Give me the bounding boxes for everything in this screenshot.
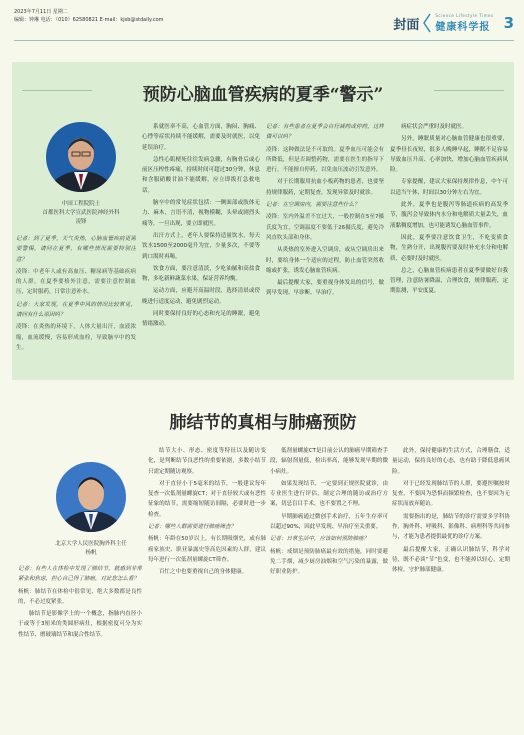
article-2 <box>12 384 514 732</box>
brand <box>435 13 493 33</box>
article-paragraph: 因此，夏季要注意饮食卫生，不吃变质食物，生熟分开，出现腹泻要及时补充水分和电解质，必要时及时就医。 <box>390 234 508 262</box>
article-paragraph: 总之，心脑血管疾病患者在夏季要做好自我管理，注意防暑降温，合理饮食，规律服药，定期监测，平安度夏。 <box>390 267 508 295</box>
article-1-title: 预防心脑血管疾病的夏季“警示” <box>142 85 384 105</box>
article-1-column-2 <box>142 122 260 374</box>
article-paragraph: 凌锋：这种做法是不可取的。夏季血压可能会有所降低，但是否调整药物，需要在医生的指导下进行，不能擅自停药，以免血压波动引发意外。 <box>266 146 384 174</box>
brand-english: Science Lifestyle Times <box>435 13 494 18</box>
caption-line: 首都医科大学宣武医院神经外科 <box>42 210 120 216</box>
article-paragraph: 出汗方式上，老年人要保持适量饮水，每天饮水1500至2000毫升为宜，少量多次，不要等到口渴时再喝。 <box>142 232 260 260</box>
article-2-column-1 <box>18 564 142 724</box>
page-header <box>0 0 524 46</box>
article-1-column-4 <box>390 122 508 374</box>
article-paragraph: 百忙之中也要重视自己的身体健康。 <box>159 569 248 576</box>
issue-date: 2023年7月11日 星期二 <box>14 9 68 15</box>
article-paragraph: 需要指出的是，肺结节的诊疗需要多学科协作，胸外科、呼吸科、影像科、病理科等共同参与，才能为患者提供最优的诊疗方案。 <box>392 513 510 541</box>
article-1-column-1 <box>16 234 136 374</box>
article-paragraph: 早期肺癌通过微创手术治疗，五年生存率可以超过90%，因此早发现、早治疗至关重要。 <box>270 513 388 531</box>
article-paragraph: 杨帆：年龄在50岁以上，有长期吸烟史，或有肺癌家族史、职业暴露史等高危因素的人群，建议每年进行一次低剂量螺旋CT筛查。 <box>148 536 266 563</box>
header-divider <box>14 40 514 41</box>
article-2-column-3 <box>270 446 388 724</box>
interview-question: 记者：在空调房内，需要注意些什么？ <box>266 202 360 209</box>
masthead <box>393 12 514 34</box>
caption-line: 杨帆 <box>85 550 97 556</box>
article-paragraph: 另外，睡眠质量对心脑血管健康也很重要，夏季昼长夜短，很多人晚睡早起，睡眠不足容易导致血压升高、心率加快，增加心脑血管疾病风险。 <box>390 136 508 174</box>
article-paragraph: 从炎热的室外进入空调房，或从空调房出来时，要给身体一个适应的过程，防止血管突然收缩或扩张，诱发心脑血管疾病。 <box>266 247 384 274</box>
portrait-photo-2 <box>56 462 126 532</box>
page-number: 3 <box>503 14 514 32</box>
interview-question: 记者：有些人在体检中发现了肺结节，就感到非常紧张和焦虑，担心自己得了肺癌，对此您怎么看？ <box>18 566 142 583</box>
interview-question: 记者：大家发现，在夏季中风的情况比较常见，请问有什么原因吗？ <box>16 301 136 319</box>
article-paragraph: 对于直径小于5毫米的结节，一般建议每年复查一次低剂量螺旋CT；对于直径较大或有恶性征象的结节，需要缩短随访间隔，必要时进一步检查。 <box>148 480 266 518</box>
caption-line: 北京大学人民医院胸外科主任 <box>55 541 127 547</box>
article-paragraph: 脑卒中的常见症状包括：一侧面部或肢体无力、麻木，言语不清，视物模糊，头晕或剧烈头痛等，一旦出现，要立即就医。 <box>142 200 260 227</box>
article-paragraph: 系就医率不高，心血管方面，胸闷、胸痛、心悸等症状持续不能缓解，需要及时就医，以免延误治疗。 <box>142 124 260 151</box>
portrait-caption-1 <box>22 200 140 227</box>
article-1 <box>12 62 514 380</box>
portrait-caption-2 <box>22 540 160 558</box>
brand-logo: 健康科学报 <box>435 22 491 33</box>
portrait-photo-1 <box>46 122 116 192</box>
article-paragraph: 凌锋：中老年人或有高血压、糖尿病等基础疾病的人群，在夏季要格外注意，需要注意控制血压，定时服药，日常注意补水。 <box>16 268 136 296</box>
editor-contact: 编辑：钟琳 电话：（010）62580821 E-mail：kjsb@stdaily.com <box>14 17 164 23</box>
article-paragraph: 运动方面，应避开高温时段，选择清晨或傍晚进行适度运动，避免剧烈运动。 <box>142 288 260 305</box>
article-paragraph: 此外，保持健康的生活方式，合理膳食，适量运动，保持良好的心态，也有助于降低患癌风险。 <box>392 448 510 475</box>
article-paragraph: 对于长期服用抗血小板药物的患者，也要坚持规律服药，定期复查，发现异常及时就诊。 <box>266 179 384 196</box>
interview-question: 记者：有些患者在夏季会自行减药或停药，这样做可以吗？ <box>266 124 384 141</box>
article-paragraph: 此外，夏季也是腹泻等肠道疾病的高发季节，腹泻会导致体内水分和电解质大量丢失，血液黏稠度增加，也可能诱发心脑血管事件。 <box>390 202 508 229</box>
article-2-column-2 <box>148 446 266 724</box>
article-paragraph: 结节大小、形态、密度等特征以及随访变化，是判断结节良恶性的重要依据，多数小结节只需定期随访观察。 <box>148 448 266 475</box>
article-paragraph: 最后提醒大家，要重视身体发出的信号，做到早发现、早诊断、早治疗。 <box>266 280 384 297</box>
article-paragraph: 病症状会严重时及时就医。 <box>401 124 468 130</box>
interview-question: 记者：哪些人群需要进行肺癌筛查？ <box>148 524 237 531</box>
article-1-column-3 <box>266 122 384 374</box>
interview-question: 记者：到了夏季，天气炎热，心脑血管疾病更需要警惕，请问在夏季，有哪些情况需要特别注意？ <box>16 236 136 263</box>
section-label: 封面 <box>393 17 420 33</box>
article-paragraph: 同时要保持良好的心态和充足的睡眠，避免情绪激动。 <box>142 311 260 328</box>
interview-question: 记者：日常生活中，应该如何预防肺癌？ <box>270 536 370 543</box>
article-2-column-4 <box>392 446 510 724</box>
article-paragraph: 专家提醒，建议大家保持规律作息，中午可以适当午休，时间以30分钟左右为宜。 <box>390 179 508 196</box>
article-paragraph: 杨帆：戒烟是预防肺癌最有效的措施，同时要避免二手烟，减少厨房油烟和空气污染的暴露，做好职业防护。 <box>270 548 388 576</box>
article-paragraph: 最后提醒大家，正确认识肺结节，科学对待，既不必谈“节”色变，也不能掉以轻心，定期体检，守护肺部健康。 <box>392 546 510 574</box>
article-paragraph: 肺结节是影像学上的一个概念，指肺内直径小于或等于3厘米的类圆形病灶，根据密度可分为实性结节、磨玻璃结节和混合性结节。 <box>18 611 142 638</box>
article-2-title: 肺结节的真相与肺癌预防 <box>169 413 357 433</box>
article-paragraph: 凌锋：室内外温差不宜过大，一般控制在5至7摄氏度为宜，空调温度不要低于26摄氏度，避免冷风直吹头部和身体。 <box>266 214 384 241</box>
article-paragraph: 杨帆：肺结节在体检中很常见，绝大多数都是良性的，不必过度紧张。 <box>18 588 142 605</box>
article-paragraph: 饮食方面，要注意清淡，少吃油腻和高盐食物，多吃新鲜蔬菜水果，保证营养均衡。 <box>142 265 260 283</box>
article-paragraph: 急性心肌梗死往往发病急骤，有胸骨后或心前区压榨性疼痛，持续时间可超过30分钟，休息和含服硝酸甘油不能缓解，应立即拨打急救电话。 <box>142 156 260 194</box>
article-paragraph: 低剂量螺旋CT是目前公认的肺癌早期筛查手段，辐射剂量低，检出率高，能够发现早期的微小病灶。 <box>270 448 388 475</box>
chevron-left-icon <box>423 13 431 33</box>
caption-line: 凌锋 <box>75 219 87 225</box>
article-paragraph: 凌锋：在炎热的环境下，人体大量出汗，血液浓缩，血流缓慢，容易形成血栓，导致脑卒中的发生。 <box>16 324 136 351</box>
article-paragraph: 如果发现结节，一定要到正规医院就诊，由专业医生进行评估，制定合理的随访或治疗方案，切忌盲目手术，也不要置之不理。 <box>270 480 388 508</box>
article-paragraph: 对于已经发现肺结节的人群，要遵医嘱按时复查，不要因为恐惧而频繁检查，也不要因为无症状而放弃随访。 <box>392 480 510 508</box>
issue-meta <box>14 8 164 24</box>
caption-line: 中国工程院院士 <box>61 201 101 207</box>
